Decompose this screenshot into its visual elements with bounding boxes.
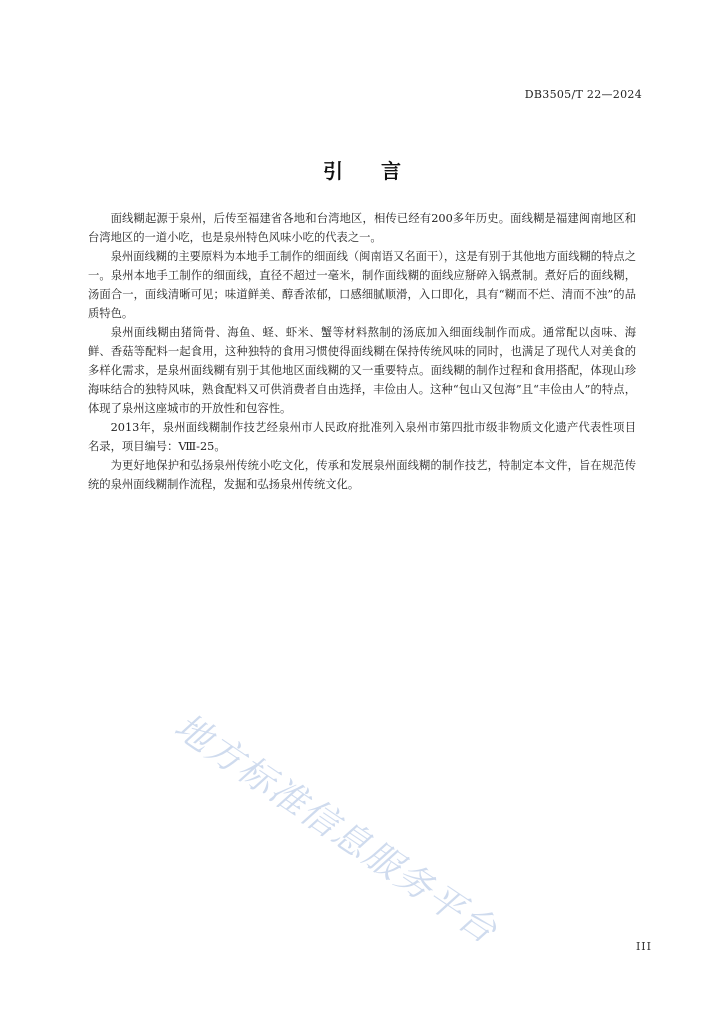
paragraph-noodles: 泉州面线糊的主要原料为本地手工制作的细面线（闽南语又名面干），这是有别于其他地方面线糊的特点之一。泉州本地手工制作的细面线，直径不超过一毫米，制作面线糊的面线应掰碎入锅煮制。煮好后的面线糊，汤面合一，面线清晰可见；味道鲜美、醇香浓郁，口感细腻顺滑，入口即化，具有“糊而不烂、清而不浊”的品质特色。 xyxy=(88,250,636,320)
page-number: III xyxy=(635,940,652,953)
standard-code: DB3505/T 22—2024 xyxy=(524,88,642,101)
paragraph-purpose: 为更好地保护和弘扬泉州传统小吃文化，传承和发展泉州面线糊的制作技艺，特制定本文件，旨在规范传统的泉州面线糊制作流程，发掘和弘扬泉州传统文化。 xyxy=(88,459,636,491)
paragraph-origin: 面线糊起源于泉州，后传至福建省各地和台湾地区，相传已经有200多年历史。面线糊是福建闽南地区和台湾地区的一道小吃，也是泉州特色风味小吃的代表之一。 xyxy=(88,212,636,244)
page-title: 引言 xyxy=(323,159,439,183)
watermark-text: 地方标准信息服务平台 xyxy=(166,705,505,953)
introduction-body xyxy=(88,209,636,494)
paragraph-heritage: 2013年，泉州面线糊制作技艺经泉州市人民政府批准列入泉州市第四批市级非物质文化遗产代表性项目名录，项目编号：Ⅷ-25。 xyxy=(88,421,636,453)
paragraph-broth: 泉州面线糊由猪筒骨、海鱼、蛏、虾米、蟹等材料熬制的汤底加入细面线制作而成。通常配以卤味、海鲜、香菇等配料一起食用，这种独特的食用习惯使得面线糊在保持传统风味的同时，也满足了现代人对美食的多样化需求，是泉州面线糊有别于其他地区面线糊的又一重要特点。面线糊的制作过程和食用搭配，体现山珍海味结合的独特风味，熟食配料又可供消费者自由选择，丰俭由人。这种“包山又包海”且“丰俭由人”的特点，体现了泉州这座城市的开放性和包容性。 xyxy=(88,326,636,415)
